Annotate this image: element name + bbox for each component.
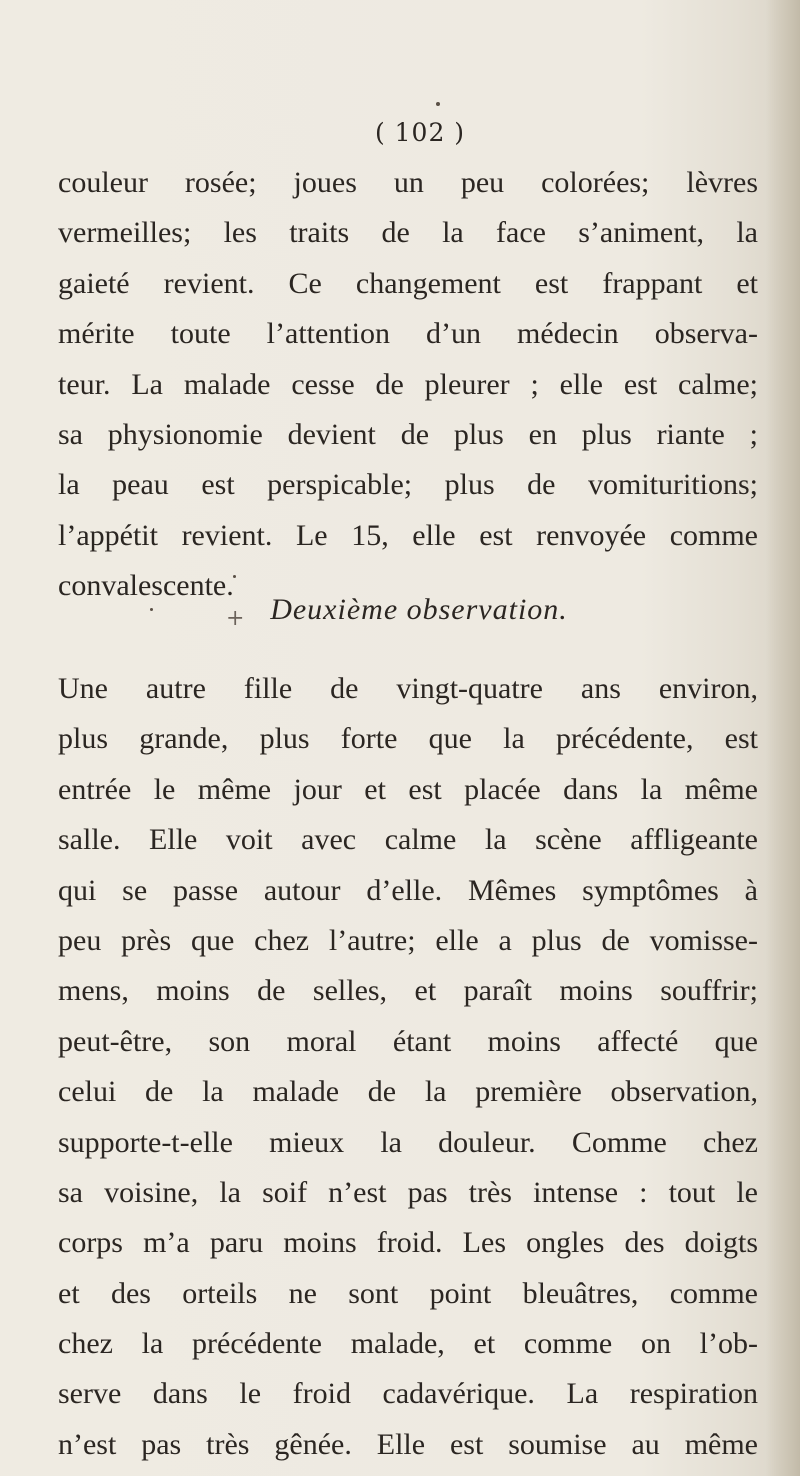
- text-line: plus grande, plus forte que la précédente, est: [58, 722, 758, 756]
- text-line: peu près que chez l’autre; elle a plus de vomisse-: [58, 923, 758, 957]
- ink-speck: [436, 102, 440, 106]
- paragraph-2: [58, 664, 758, 1470]
- text-line: couleur rosée; joues un peu colorées; lèvres: [58, 166, 758, 199]
- text-line: mérite toute l’attention d’un médecin observa-: [58, 317, 758, 351]
- text-line: convalescente.: [58, 569, 234, 603]
- text-line: gaieté revient. Ce changement est frappant et: [58, 266, 758, 300]
- paragraph-1: [58, 158, 758, 612]
- text-line: sa voisine, la soif n’est pas très intense : tout le: [58, 1175, 758, 1209]
- text-line: Une autre fille de vingt-quatre ans environ,: [58, 672, 758, 705]
- text-line: l’appétit revient. Le 15, elle est renvoyée comme: [58, 518, 758, 552]
- text-line: et des orteils ne sont point bleuâtres, comme: [58, 1276, 758, 1310]
- text-line: mens, moins de selles, et paraît moins souffrir;: [58, 974, 758, 1008]
- page-edge-shadow: [766, 0, 800, 1476]
- text-line: qui se passe autour d’elle. Mêmes symptômes à: [58, 873, 758, 907]
- text-line: salle. Elle voit avec calme la scène affligeante: [58, 823, 758, 857]
- text-line: sa physionomie devient de plus en plus riante ;: [58, 417, 758, 451]
- page-number: ( 102 ): [374, 118, 466, 147]
- printer-mark: +: [226, 606, 245, 631]
- text-line: supporte-t-elle mieux la douleur. Comme chez: [58, 1125, 758, 1159]
- section-heading: Deuxième observation.: [270, 593, 568, 626]
- text-line: chez la précédente malade, et comme on l’ob-: [58, 1327, 758, 1361]
- text-line: peut-être, son moral étant moins affecté que: [58, 1024, 758, 1058]
- text-line: serve dans le froid cadavérique. La respiration: [58, 1377, 758, 1411]
- text-line: corps m’a paru moins froid. Les ongles des doigts: [58, 1226, 758, 1260]
- text-line: celui de la malade de la première observation,: [58, 1075, 758, 1109]
- text-line: la peau est perspicable; plus de vomituritions;: [58, 468, 758, 502]
- text-line: entrée le même jour et est placée dans la même: [58, 772, 758, 806]
- text-line: vermeilles; les traits de la face s’animent, la: [58, 216, 758, 250]
- text-line: n’est pas très gênée. Elle est soumise au même: [58, 1427, 758, 1461]
- text-line: teur. La malade cesse de pleurer ; elle est calme;: [58, 367, 758, 401]
